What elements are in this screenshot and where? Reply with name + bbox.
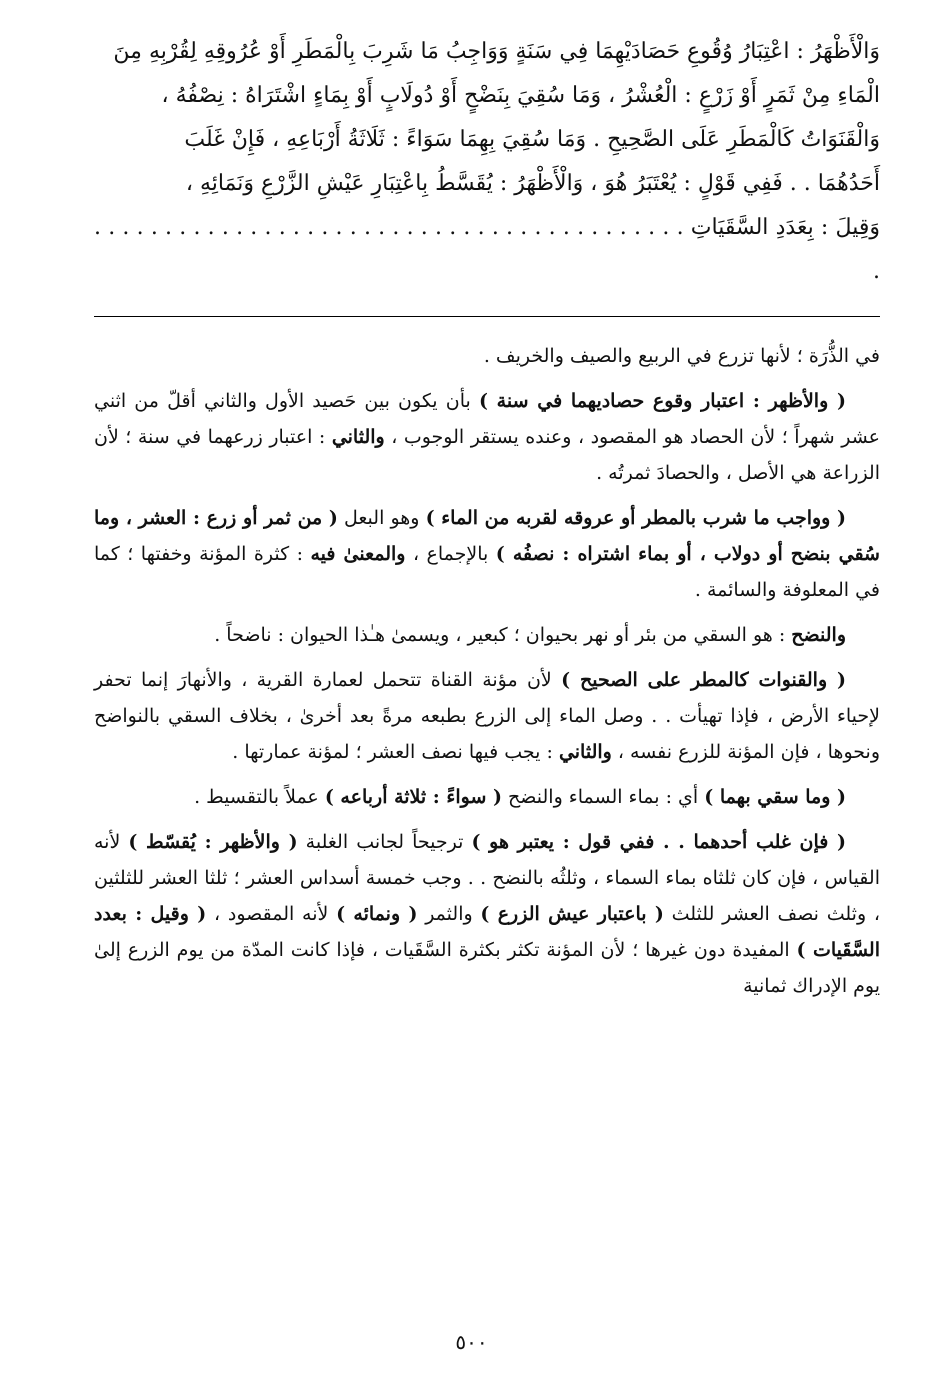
- quoted-matn: ( ونمائه ): [336, 903, 418, 925]
- commentary-text: عملاً بالتقسيط .: [194, 786, 325, 808]
- bold-term: والثاني: [331, 426, 385, 448]
- commentary-paragraph-7: [94, 824, 880, 1004]
- main-text-line-1: وَالْأَظْهَرُ : اعْتِبَارُ وُقُوعِ حَصَادَيْهِمَا فِي سَنَةٍ وَوَاجِبُ مَا شَرِبَ بِالْمَطَرِ أَوْ عُرُوقِهِ لِقُرْبِهِ مِنَ: [113, 39, 880, 64]
- bold-term: والنضح: [791, 624, 846, 646]
- commentary-text: بأن يكون بين حَصيد الأول والثاني أقلّ من اثني عشر شهراً ؛ لأن الحصاد هو المقصود ، وعنده يستقر الوجوب ،: [94, 390, 880, 448]
- commentary-text: وهو البعل: [337, 507, 426, 529]
- commentary-paragraph-1: [94, 338, 880, 374]
- commentary-text: بالإجماع ،: [405, 543, 496, 565]
- quoted-matn: ( والقنوات كالمطر على الصحيح ): [561, 669, 846, 691]
- commentary-text: لأنه القياس ، فإن كان ثلثاه بماء السماء ، وثلثُه بالنضح . . وجب خمسة أسداس العشر ؛ ثلثا العشر للثلثين ، وثلث نصف العشر للثلث: [94, 831, 880, 925]
- quoted-matn: ( والأظهر : اعتبار وقوع حصاديهما في سنة ): [478, 390, 846, 412]
- commentary-paragraph-6: [94, 779, 880, 815]
- commentary-paragraph-2: [94, 383, 880, 491]
- quoted-matn: ( فإن غلب أحدهما . . ففي قول : يعتبر هو ): [471, 831, 846, 853]
- bold-term: والمعنىٰ فيه: [310, 543, 406, 565]
- main-text-line-5: [94, 206, 880, 294]
- commentary-paragraph-5: [94, 662, 880, 770]
- dotted-leader: . . . . . . . . . . . . . . . . . . . . . . . . . . . . . . . . . . . . . . . . . .: [94, 215, 880, 284]
- commentary-text: : هو السقي من بئر أو نهر بحيوان ؛ كبعير ، ويسمىٰ هـٰذا الحيوان : ناضحاً .: [214, 624, 792, 646]
- commentary-text: : يجب فيها نصف العشر ؛ لمؤنة عمارتها .: [232, 741, 559, 763]
- main-text-last-line: وَقِيلَ : بِعَدَدِ السَّقَيَاتِ .: [676, 215, 880, 240]
- quoted-matn: ( والأظهر : يُقسّط ): [128, 831, 298, 853]
- commentary-text: المفيدة دون غيرها ؛ لأن المؤنة تكثر بكثرة السَّقَيات ، فإذا كانت المدّة من يوم الزرع إلىٰ يوم الإدراك ثمانية: [94, 939, 880, 997]
- main-text-line-4: أَحَدُهُمَا . . فَفِي قَوْلٍ : يُعْتَبَرُ هُوَ ، وَالْأَظْهَرُ : يُقَسَّطُ بِاعْتِبَارِ عَيْشِ الزَّرْعِ وَنَمَائِهِ ،: [185, 171, 880, 196]
- commentary-paragraph-3: [94, 500, 880, 608]
- commentary-paragraph-4: [94, 617, 880, 653]
- main-text-line-3: وَالْقَنَوَاتُ كَالْمَطَرِ عَلَى الصَّحِيحِ . وَمَا سُقِيَ بِهِمَا سَوَاءً : ثَلَاثَةُ أَرْبَاعِهِ ، فَإِنْ غَلَبَ: [184, 127, 880, 152]
- quoted-matn: ( من ثمر أو زرع : العشر ، وما سُقي بنضح أو دولاب ، أو بماء اشتراه : نصفُه ): [94, 507, 880, 565]
- separator-rule: [94, 316, 880, 317]
- commentary-text: لأنه المقصود ،: [206, 903, 337, 925]
- commentary-text: : كثرة المؤنة وخفتها ؛ كما في المعلوفة والسائمة .: [94, 543, 880, 601]
- quoted-matn: ( وما سقي بهما ): [704, 786, 846, 808]
- commentary-text: والثمر: [417, 903, 481, 925]
- quoted-matn: ( وواجب ما شرب بالمطر أو عروقه لقربه من الماء ): [425, 507, 846, 529]
- main-text: [94, 30, 880, 294]
- commentary-text: لأن مؤنة القناة تتحمل لعمارة القرية ، والأنهارَ إنما تحفر لإحياء الأرض ، فإذا تهيأت . . وصل الماء إلى الزرع بطبعه مرةً بعد أخرىٰ ، بخلاف السقي بالنواضح ونحوها ، فإن المؤنة للزرع نفسه ،: [94, 669, 880, 763]
- commentary: [94, 338, 880, 1013]
- main-text-line-2: الْمَاءِ مِنْ ثَمَرٍ أَوْ زَرْعٍ : الْعُشْرُ ، وَمَا سُقِيَ بِنَضْحٍ أَوْ دُولَابٍ أَوْ بِمَاءٍ اشْتَرَاهُ : نِصْفُهُ ،: [161, 83, 880, 108]
- commentary-text: : اعتبار زرعهما في سنة ؛ لأن الزراعة هي الأصل ، والحصادَ ثمرتُه .: [94, 426, 880, 484]
- quoted-matn: ( وقيل : بعدد السَّقَيات ): [94, 903, 880, 961]
- commentary-text: أي : بماء السماء والنضح: [501, 786, 705, 808]
- bold-term: والثاني: [558, 741, 612, 763]
- commentary-text: في الذُّرَة ؛ لأنها تزرع في الربيع والصيف والخريف .: [483, 345, 880, 367]
- quoted-matn: ( باعتبار عيش الزرع ): [480, 903, 664, 925]
- commentary-text: ترجيحاً لجانب الغلبة: [297, 831, 472, 853]
- quoted-matn: ( سواءً : ثلاثة أرباعه ): [324, 786, 502, 808]
- page-number: ٥٠٠: [455, 1330, 488, 1354]
